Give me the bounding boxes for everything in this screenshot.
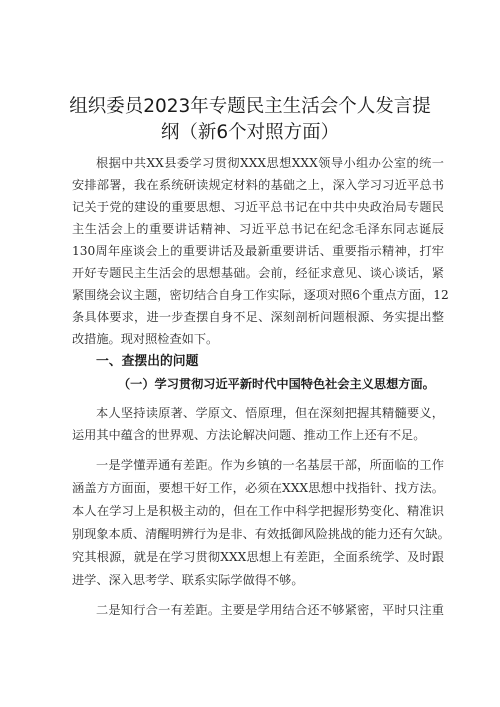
intro-line: 开好专题民主生活会的思想基础。会前，经征求意见、谈心谈话，紧 — [72, 266, 444, 280]
document-title-line-2: 纲（新6个对照方面） — [160, 122, 340, 143]
section-heading: 一、查摆出的问题 — [96, 354, 199, 369]
intro-line: 安排部署，我在系统研读规定材料的基础之上，深入学习习近平总书 — [72, 178, 444, 192]
intro-line: 根据中共XX县委学习贯彻XXX思想XXX领导小组办公室的统一 — [96, 156, 444, 170]
paragraph-line: 运用其中蕴含的世界观、方法论解决问题、推动工作上还有不足。 — [72, 428, 426, 442]
subsection-heading: （一）学习贯彻习近平新时代中国特色社会主义思想方面。 — [118, 377, 435, 391]
paragraph-line: 究其根源，就是在学习贯彻XXX思想上有差距，全面系统学、及时跟 — [72, 550, 444, 564]
paragraph-line: 进学、深入思考学、联系实际学做得不够。 — [72, 573, 304, 587]
intro-line: 改措施。现对照检查如下。 — [72, 332, 219, 346]
intro-line: 记关于党的建设的重要思想、习近平总书记在中共中央政治局专题民 — [72, 200, 444, 214]
intro-line: 条具体要求，进一步查摆自身不足、深刻剖析问题根源、务实提出整 — [72, 310, 444, 324]
paragraph-line: 别现象本质、清醒明辨行为是非、有效抵御风险挑战的能力还有欠缺。 — [72, 527, 450, 541]
intro-line: 紧围绕会议主题，密切结合自身工作实际，逐项对照6个重点方面，12 — [72, 288, 449, 302]
document-title-line-1: 组织委员2023年专题民主生活会个人发言提 — [69, 96, 431, 117]
paragraph-line: 本人在学习上是积极主动的，但在工作中科学把握形势变化、精准识 — [72, 504, 444, 518]
paragraph-line: 二是知行合一有差距。主要是学用结合还不够紧密，平时只注重 — [96, 603, 444, 617]
paragraph-line: 一是学懂弄通有差距。作为乡镇的一名基层干部，所面临的工作 — [96, 458, 444, 472]
paragraph-line: 本人坚持读原著、学原文、悟原理，但在深刻把握其精髓要义， — [96, 406, 444, 420]
paragraph-line: 涵盖方方面面，要想干好工作，必须在XXX思想中找指针、找方法。 — [72, 481, 444, 495]
intro-line: 130周年座谈会上的重要讲话及最新重要讲话、重要指示精神，打牢 — [72, 244, 444, 258]
intro-line: 主生活会上的重要讲话精神、习近平总书记在纪念毛泽东同志诞辰 — [72, 222, 444, 236]
